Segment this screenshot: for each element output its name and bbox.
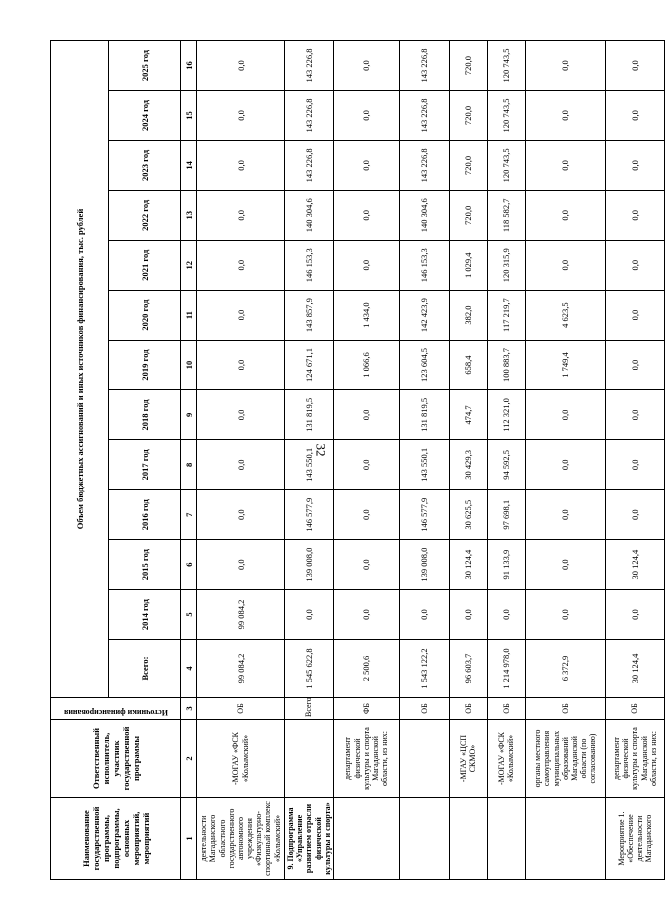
year-value-cell: 0,0	[525, 390, 605, 440]
header-year: 2025 год	[109, 41, 181, 91]
executor-cell: -МОГАУ «ФСК «Колымский»	[487, 720, 525, 798]
header-year: 2018 год	[109, 390, 181, 440]
year-value-cell: 0,0	[605, 340, 664, 390]
year-value-cell: 124 671,1	[285, 340, 334, 390]
column-number: 12	[181, 240, 197, 290]
year-value-cell: 120 743,5	[487, 41, 525, 91]
year-value-cell: 120 743,5	[487, 91, 525, 141]
year-value-cell: 720,0	[449, 91, 487, 141]
year-value-cell: 0,0	[197, 490, 285, 540]
year-value-cell: 0,0	[525, 490, 605, 540]
column-number: 13	[181, 190, 197, 240]
column-number: 5	[181, 590, 197, 640]
column-number: 10	[181, 340, 197, 390]
year-value-cell: 131 819,5	[399, 390, 449, 440]
source-cell: ОБ	[197, 698, 285, 720]
year-value-cell: 131 819,5	[285, 390, 334, 440]
year-value-cell: 382,0	[449, 290, 487, 340]
total-value-cell: 1 545 622,8	[285, 640, 334, 698]
year-value-cell: 30 124,4	[605, 540, 664, 590]
year-value-cell: 139 008,0	[399, 540, 449, 590]
column-number: 3	[181, 698, 197, 720]
program-name-cell	[487, 798, 525, 880]
year-value-cell: 143 550,1	[399, 440, 449, 490]
source-cell: Всего	[285, 698, 334, 720]
year-value-cell: 0,0	[605, 590, 664, 640]
year-value-cell: 117 219,7	[487, 290, 525, 340]
header-year: 2022 год	[109, 190, 181, 240]
header-col2: Ответственный исполнитель, участник государственной программы	[51, 720, 181, 798]
column-number: 7	[181, 490, 197, 540]
column-number: 16	[181, 41, 197, 91]
year-value-cell: 143 226,8	[399, 41, 449, 91]
year-value-cell: 0,0	[605, 140, 664, 190]
page-number: 32	[313, 443, 328, 457]
year-value-cell: 1 434,0	[333, 290, 399, 340]
column-number: 4	[181, 640, 197, 698]
year-value-cell: 0,0	[197, 91, 285, 141]
year-value-cell: 0,0	[333, 490, 399, 540]
year-value-cell: 0,0	[197, 240, 285, 290]
year-value-cell: 720,0	[449, 41, 487, 91]
header-year: 2020 год	[109, 290, 181, 340]
header-col1: Наименование государственной программы, подпрограммы, основных мероприятий, мероприятий	[51, 798, 181, 880]
financing-table	[50, 40, 665, 880]
year-value-cell: 143 226,8	[285, 140, 334, 190]
year-value-cell: 143 550,1	[285, 440, 334, 490]
header-year: 2019 год	[109, 340, 181, 390]
total-value-cell: 99 084,2	[197, 640, 285, 698]
year-value-cell: 0,0	[197, 340, 285, 390]
executor-cell	[399, 720, 449, 798]
year-value-cell: 146 153,3	[285, 240, 334, 290]
year-value-cell: 0,0	[605, 390, 664, 440]
year-value-cell: 0,0	[487, 590, 525, 640]
year-value-cell: 720,0	[449, 140, 487, 190]
table-row	[487, 41, 525, 880]
header-col3: Источники финансирования	[51, 698, 181, 720]
year-value-cell: 0,0	[605, 240, 664, 290]
header-total: Всего:	[109, 640, 181, 698]
program-name-cell: деятельности Магаданского областного государственного автономного учреждения «Физкультурно-спортивный комплекс «Колымский»	[197, 798, 285, 880]
column-number: 15	[181, 91, 197, 141]
table-row	[449, 41, 487, 880]
header-group: Объем бюджетных ассигнований и иных источников финансирования, тыс. рублей	[51, 41, 109, 698]
year-value-cell: 120 315,9	[487, 240, 525, 290]
header-year: 2015 год	[109, 540, 181, 590]
total-value-cell: 6 372,9	[525, 640, 605, 698]
year-value-cell: 0,0	[525, 41, 605, 91]
table-row	[525, 41, 605, 880]
year-value-cell: 0,0	[333, 240, 399, 290]
year-value-cell: 0,0	[525, 91, 605, 141]
source-cell: ОБ	[399, 698, 449, 720]
year-value-cell: 123 604,5	[399, 340, 449, 390]
year-value-cell: 0,0	[197, 440, 285, 490]
year-value-cell: 120 743,5	[487, 140, 525, 190]
year-value-cell: 99 084,2	[197, 590, 285, 640]
year-value-cell: 139 008,0	[285, 540, 334, 590]
year-value-cell: 146 153,3	[399, 240, 449, 290]
year-value-cell: 140 304,6	[285, 190, 334, 240]
year-value-cell: 0,0	[333, 440, 399, 490]
column-number: 2	[181, 720, 197, 798]
program-name-cell	[525, 798, 605, 880]
total-value-cell: 30 124,4	[605, 640, 664, 698]
year-value-cell: 0,0	[197, 540, 285, 590]
column-number: 6	[181, 540, 197, 590]
column-number: 1	[181, 798, 197, 880]
year-value-cell: 0,0	[333, 140, 399, 190]
year-value-cell: 0,0	[525, 440, 605, 490]
year-value-cell: 30 625,5	[449, 490, 487, 540]
year-value-cell: 30 429,3	[449, 440, 487, 490]
table-row	[285, 41, 334, 880]
program-name-cell	[449, 798, 487, 880]
year-value-cell: 0,0	[605, 190, 664, 240]
source-cell: ОБ	[525, 698, 605, 720]
column-number: 14	[181, 140, 197, 190]
year-value-cell: 0,0	[525, 140, 605, 190]
year-value-cell: 143 226,8	[285, 91, 334, 141]
executor-cell: -МГАУ «ЦСП СКМО»	[449, 720, 487, 798]
year-value-cell: 94 592,5	[487, 440, 525, 490]
header-year: 2014 год	[109, 590, 181, 640]
year-value-cell: 0,0	[333, 190, 399, 240]
source-cell: ФБ	[333, 698, 399, 720]
year-value-cell: 0,0	[605, 290, 664, 340]
year-value-cell: 0,0	[449, 590, 487, 640]
year-value-cell: 146 577,9	[399, 490, 449, 540]
year-value-cell: 0,0	[525, 240, 605, 290]
year-value-cell: 0,0	[399, 590, 449, 640]
total-value-cell: 96 603,7	[449, 640, 487, 698]
program-name-cell	[333, 798, 399, 880]
year-value-cell: 140 304,6	[399, 190, 449, 240]
year-value-cell: 91 133,9	[487, 540, 525, 590]
header-year: 2024 год	[109, 91, 181, 141]
year-value-cell: 0,0	[525, 590, 605, 640]
executor-cell: департамент физической культуры и спорта Магаданской области, из них:	[605, 720, 664, 798]
executor-cell	[285, 720, 334, 798]
table-row	[605, 41, 664, 880]
executor-cell: департамент физической культуры и спорта Магаданской области, из них:	[333, 720, 399, 798]
source-cell: ОБ	[605, 698, 664, 720]
executor-cell: органы местного самоуправления муниципальных образований Магаданской области (по согласованию)	[525, 720, 605, 798]
total-value-cell: 1 543 122,2	[399, 640, 449, 698]
column-number: 11	[181, 290, 197, 340]
year-value-cell: 0,0	[605, 490, 664, 540]
year-value-cell: 1 066,6	[333, 340, 399, 390]
year-value-cell: 146 577,9	[285, 490, 334, 540]
year-value-cell: 30 124,4	[449, 540, 487, 590]
year-value-cell: 143 857,9	[285, 290, 334, 340]
year-value-cell: 0,0	[605, 91, 664, 141]
year-value-cell: 0,0	[197, 290, 285, 340]
year-value-cell: 0,0	[605, 440, 664, 490]
year-value-cell: 97 698,1	[487, 490, 525, 540]
program-name-cell: 9. Подпрограмма «Управление развитием отрасли физической культуры и спорта»	[285, 798, 334, 880]
header-year: 2017 год	[109, 440, 181, 490]
year-value-cell: 1 749,4	[525, 340, 605, 390]
financing-table-rotated	[50, 40, 658, 880]
year-value-cell: 118 582,7	[487, 190, 525, 240]
year-value-cell: 142 423,9	[399, 290, 449, 340]
table-row	[333, 41, 399, 880]
year-value-cell: 0,0	[333, 540, 399, 590]
total-value-cell: 2 500,6	[333, 640, 399, 698]
year-value-cell: 112 321,0	[487, 390, 525, 440]
year-value-cell: 0,0	[605, 41, 664, 91]
program-name-cell: Мероприятие 1. «Обеспечение деятельности Магаданского	[605, 798, 664, 880]
total-value-cell: 1 214 978,0	[487, 640, 525, 698]
column-number: 8	[181, 440, 197, 490]
executor-cell: -МОГАУ «ФСК «Колымский»	[197, 720, 285, 798]
year-value-cell: 0,0	[333, 41, 399, 91]
year-value-cell: 143 226,8	[285, 41, 334, 91]
year-value-cell: 0,0	[197, 140, 285, 190]
source-cell: ОБ	[487, 698, 525, 720]
table-row	[399, 41, 449, 880]
year-value-cell: 0,0	[197, 390, 285, 440]
year-value-cell: 0,0	[525, 540, 605, 590]
year-value-cell: 0,0	[525, 190, 605, 240]
header-year: 2023 год	[109, 140, 181, 190]
year-value-cell: 0,0	[197, 190, 285, 240]
year-value-cell: 143 226,8	[399, 91, 449, 141]
year-value-cell: 720,0	[449, 190, 487, 240]
year-value-cell: 0,0	[285, 590, 334, 640]
header-year: 2021 год	[109, 240, 181, 290]
year-value-cell: 474,7	[449, 390, 487, 440]
year-value-cell: 658,4	[449, 340, 487, 390]
program-name-cell	[399, 798, 449, 880]
table-row	[197, 41, 285, 880]
column-number: 9	[181, 390, 197, 440]
source-cell: ОБ	[449, 698, 487, 720]
year-value-cell: 100 883,7	[487, 340, 525, 390]
year-value-cell: 0,0	[333, 390, 399, 440]
year-value-cell: 1 029,4	[449, 240, 487, 290]
year-value-cell: 0,0	[333, 91, 399, 141]
header-year: 2016 год	[109, 490, 181, 540]
year-value-cell: 143 226,8	[399, 140, 449, 190]
year-value-cell: 0,0	[333, 590, 399, 640]
year-value-cell: 0,0	[197, 41, 285, 91]
year-value-cell: 4 623,5	[525, 290, 605, 340]
